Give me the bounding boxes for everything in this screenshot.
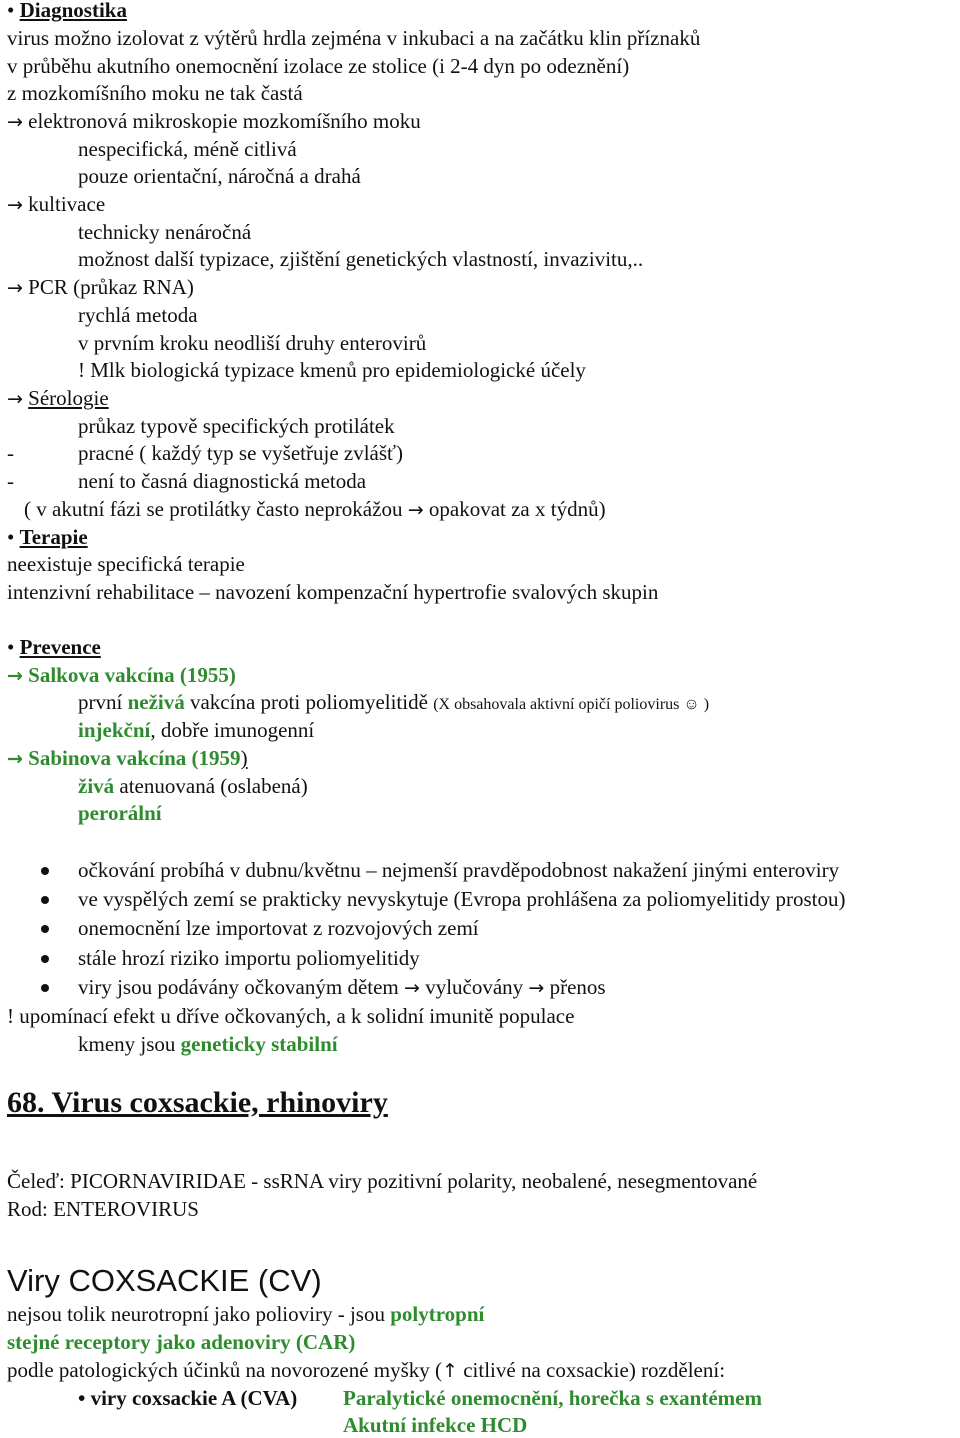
kultivace-text: kultivace [28, 192, 106, 216]
cva-description: Paralytické onemocnění, horečka s exantémem [343, 1386, 762, 1410]
text-part: živá [78, 774, 115, 798]
serologie-line [7, 388, 109, 409]
up-arrow-icon: ↑ [442, 1360, 458, 1382]
text-part: neživá [127, 690, 185, 714]
text-line: intenzivní rehabilitace – navození kompenzační hypertrofie svalových skupin [7, 580, 659, 604]
heading-text: Prevence [19, 635, 101, 659]
text-line: pracné ( každý typ se vyšetřuje zvlášť) [78, 441, 404, 465]
arrow-icon: → [528, 977, 545, 999]
arrow-icon: → [7, 665, 23, 687]
cv-line [7, 1304, 484, 1325]
arrow-icon: → [7, 277, 23, 299]
text-part: přenos [549, 975, 606, 999]
cv-heading: Viry COXSACKIE (CV) [7, 1263, 322, 1298]
text-line: virus možno izolovat z výtěrů hrdla zejména v inkubaci a na začátku klin příznaků [7, 26, 701, 50]
note-text: ( v akutní fázi se protilátky často neprokážou [24, 497, 403, 521]
bullet-glyph: • [7, 635, 15, 659]
bullet-dot [41, 896, 49, 904]
text-part: citlivé na coxsackie) rozdělení: [457, 1358, 726, 1382]
bullet-text: stále hrozí riziko importu poliomyelitidy [78, 946, 420, 970]
text-part: polytropní [390, 1302, 485, 1326]
kmeny-line [78, 1034, 338, 1055]
pcr-line [7, 277, 194, 298]
terapie-heading [7, 527, 88, 548]
arrow-icon: → [7, 194, 23, 216]
cva-label: • viry coxsackie A (CVA) [78, 1386, 298, 1410]
sabin-text: Sabinova vakcína (1959 [28, 746, 241, 770]
text-line: technicky nenáročná [78, 220, 252, 244]
sabin-detail [78, 776, 308, 797]
bullet-dot [41, 955, 49, 963]
bullet-text: ve vyspělých zemí se prakticky nevyskytuje (Evropa prohlášena za poliomyelitidy prostou) [78, 887, 846, 911]
cva-description: Akutní infekce HCD [343, 1413, 528, 1437]
bullet-text [78, 977, 606, 998]
text-line: rychlá metoda [78, 303, 198, 327]
em-text: elektronová mikroskopie mozkomíšního moku [28, 109, 421, 133]
serologie-note [24, 499, 606, 520]
text-part: nejsou tolik neurotropní jako polioviry - jsou [7, 1302, 391, 1326]
diagnostika-heading [7, 0, 127, 21]
arrow-icon: → [404, 977, 420, 999]
text-line: v prvním kroku neodliší druhy enterovirů [78, 331, 427, 355]
bullet-text: očkování probíhá v dubnu/květnu – nejmenší pravděpodobnost nakažení jinými enteroviry [78, 858, 840, 882]
text-part: viry jsou podávány očkovaným dětem [78, 975, 399, 999]
cv-line [7, 1360, 725, 1381]
dash-marker: - [7, 469, 14, 493]
note-text: opakovat za x týdnů) [428, 497, 606, 521]
text-part: injekční [78, 718, 151, 742]
arrow-icon: → [7, 388, 23, 410]
text-part: (X obsahovala aktivní opičí poliovirus ☺ ) [433, 696, 710, 713]
text-line: průkaz typově specifických protilátek [78, 414, 395, 438]
arrow-icon: → [7, 748, 23, 770]
kultivace-line [7, 194, 105, 215]
section-heading: 68. Virus coxsackie, rhinoviry [7, 1086, 388, 1119]
text-part: první [78, 690, 128, 714]
text-part: kmeny jsou [78, 1032, 181, 1056]
text-part: atenuovaná (oslabená) [114, 774, 308, 798]
serologie-text: Sérologie [28, 386, 109, 410]
sabin-line [7, 748, 248, 769]
text-line: v průběhu akutního onemocnění izolace ze stolice (i 2-4 dyn po odeznění) [7, 54, 630, 78]
text-part: geneticky stabilní [180, 1032, 338, 1056]
text-line: Čeleď: PICORNAVIRIDAE - ssRNA viry pozitivní polarity, neobalené, nesegmentované [7, 1169, 758, 1193]
cv-line: stejné receptory jako adenoviry (CAR) [7, 1330, 356, 1354]
text-part: , dobře imunogenní [150, 718, 315, 742]
text-line: Rod: ENTEROVIRUS [7, 1197, 199, 1221]
text-line: možnost další typizace, zjištění genetických vlastností, invazivitu,.. [78, 247, 644, 271]
arrow-icon: → [7, 111, 23, 133]
em-line [7, 111, 421, 132]
bullet-dot [41, 984, 49, 992]
salk-detail [78, 720, 314, 741]
text-line: z mozkomíšního moku ne tak častá [7, 81, 303, 105]
text-line: ! Mlk biologická typizace kmenů pro epidemiologické účely [78, 358, 586, 382]
text-part: vakcína proti poliomyelitidě [184, 690, 434, 714]
arrow-icon: → [407, 499, 424, 521]
heading-text: Terapie [19, 525, 88, 549]
prevence-heading [7, 637, 101, 658]
salk-line [7, 665, 236, 686]
text-line: pouze orientační, náročná a drahá [78, 164, 361, 188]
heading-text: Diagnostika [19, 0, 127, 22]
text-line: nespecifická, méně citlivá [78, 137, 297, 161]
bullet-dot [41, 867, 49, 875]
text-line: neexistuje specifická terapie [7, 552, 245, 576]
pcr-text: PCR (průkaz RNA) [28, 275, 194, 299]
dash-marker: - [7, 441, 14, 465]
bullet-glyph: • [7, 0, 15, 22]
sabin-detail: perorální [78, 801, 162, 825]
text-line: ! upomínací efekt u dříve očkovaných, a k solidní imunitě populace [7, 1004, 575, 1028]
bullet-dot [41, 925, 49, 933]
salk-text: Salkova vakcína (1955) [28, 663, 236, 687]
bullet-text: onemocnění lze importovat z rozvojových zemí [78, 916, 479, 940]
bullet-glyph: • [7, 525, 15, 549]
salk-detail [78, 692, 709, 713]
text-line: není to časná diagnostická metoda [78, 469, 367, 493]
text-part: vylučovány [425, 975, 524, 999]
sabin-paren: ) [240, 746, 248, 770]
text-part: podle patologických účinků na novorozené myšky ( [7, 1358, 443, 1382]
